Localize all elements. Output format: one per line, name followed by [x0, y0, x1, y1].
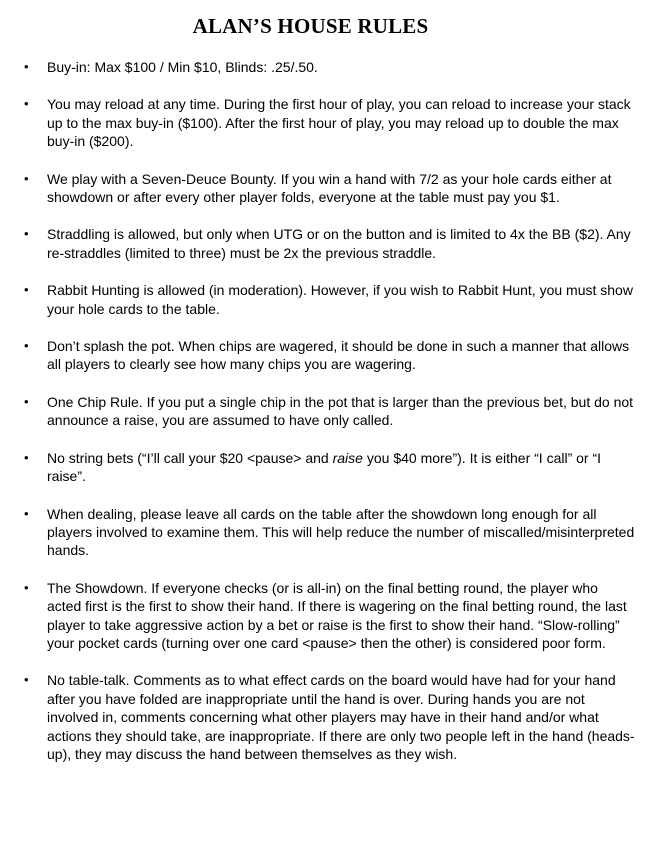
bullet-icon: •: [24, 96, 29, 112]
bullet-icon: •: [24, 226, 29, 242]
list-item: [0, 58, 657, 76]
document-title: ALAN’S HOUSE RULES: [192, 14, 429, 38]
rule-text: You may reload at any time. During the first hour of play, you can reload to increase your stack up to the max buy-in ($100). After the first hour of play, you may reload up to double the max buy-in ($200).: [47, 96, 631, 150]
rule-text: When dealing, please leave all cards on the table after the showdown long enough for all players involved to examine them. This will help reduce the number of miscalled/misinterpreted hands.: [47, 505, 635, 559]
bullet-icon: •: [24, 449, 29, 465]
rule-text: No table-talk. Comments as to what effect cards on the board would have had for your hand after you have folded are inappropriate until the hand is over. During hands you are not involved in, comments concerning what other players may have in their hand and/or what actions they should take, are inappropriate. If there are only two people left in the hand (heads-up), they may discuss the hand between themselves as they wish.: [47, 672, 635, 762]
house-rules-list: [0, 58, 657, 782]
list-item: [0, 281, 657, 318]
rule-text: Rabbit Hunting is allowed (in moderation). However, if you wish to Rabbit Hunt, you must show your hole cards to the table.: [47, 282, 633, 317]
bullet-icon: •: [24, 579, 29, 595]
list-item: [0, 449, 657, 486]
rule-text: The Showdown. If everyone checks (or is all-in) on the final betting round, the player who acted first is the first to show their hand. If there is wagering on the final betting round, the last player to take aggressive action by a bet or raise is the first to show their hand. “Slow-rolling” your pocket cards (turning over one card <pause> then the other) is considered poor form.: [47, 579, 627, 651]
rule-text: [47, 449, 635, 486]
bullet-icon: •: [24, 505, 29, 521]
bullet-icon: •: [24, 282, 29, 298]
list-item: [0, 170, 657, 207]
rule-text: One Chip Rule. If you put a single chip in the pot that is larger than the previous bet, but do not announce a raise, you are assumed to have only called.: [47, 393, 634, 429]
list-item: [0, 505, 657, 560]
rule-text-before: No string bets (“I’ll call your $20 <pause> and: [47, 449, 333, 466]
list-item: [0, 95, 657, 150]
bullet-icon: •: [24, 170, 29, 186]
list-item: [0, 225, 657, 262]
rule-text-after: you $40 more”). It is either “I call” or “I raise”.: [47, 449, 602, 485]
rule-text: Buy-in: Max $100 / Min $10, Blinds: .25/.50.: [47, 59, 318, 75]
bullet-icon: •: [24, 393, 29, 409]
bullet-icon: •: [24, 672, 29, 688]
list-item: [0, 393, 657, 430]
rule-text: We play with a Seven-Deuce Bounty. If you win a hand with 7/2 as your hole cards either at showdown or after every other player folds, everyone at the table must pay you $1.: [47, 170, 612, 206]
list-item: [0, 671, 657, 763]
list-item: [0, 579, 657, 653]
rule-text-italic: raise: [332, 449, 363, 466]
rule-text: Straddling is allowed, but only when UTG or on the button and is limited to 4x the BB ($2). Any re-straddles (limited to three) must be 2x the previous straddle.: [47, 226, 631, 261]
bullet-icon: •: [24, 59, 29, 74]
bullet-icon: •: [24, 338, 29, 354]
list-item: [0, 337, 657, 374]
rule-text: Don’t splash the pot. When chips are wagered, it should be done in such a manner that allows all players to clearly see how many chips you are wagering.: [47, 338, 630, 373]
